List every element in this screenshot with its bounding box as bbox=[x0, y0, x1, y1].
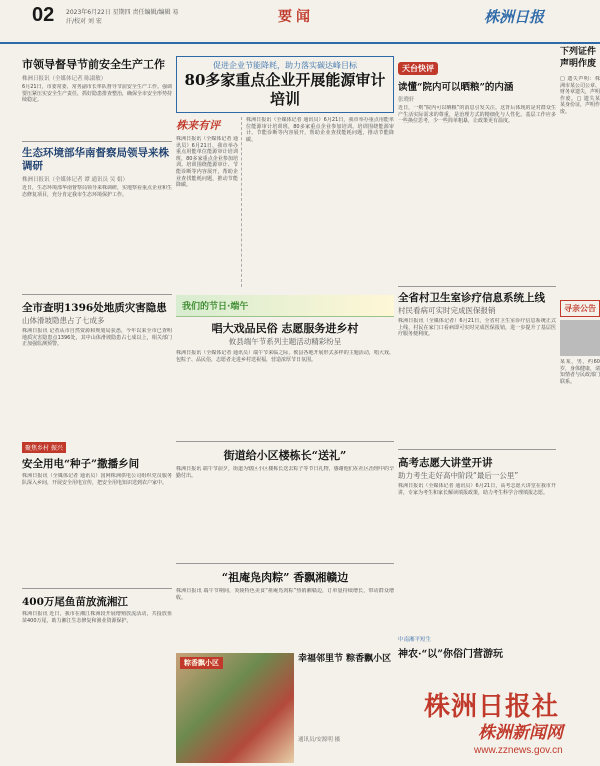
article-title: 高考志愿大讲堂开讲 bbox=[398, 457, 493, 469]
article-building-leaders[interactable] bbox=[176, 447, 394, 558]
column-tag: 聚焦乡村 振兴 bbox=[22, 442, 66, 453]
news-photo[interactable] bbox=[176, 653, 294, 763]
page-number: 02 bbox=[32, 4, 55, 26]
article-body: 6月21日，市委常委、常务副市长率队督导节前安全生产工作。强调要压紧压实安全生产责任，抓好隐患排查整治，确保全市安全形势持续稳定。 bbox=[22, 84, 172, 104]
editorial-logo: 株来有评 bbox=[176, 119, 220, 132]
article-title: 400万尾鱼苗放流湘江 bbox=[22, 596, 128, 608]
article-title: 街道给小区楼栋长“送礼” bbox=[223, 449, 347, 462]
masthead-logo: 株洲日报 bbox=[484, 8, 545, 26]
missing-person-photo bbox=[560, 320, 600, 356]
article-body: 株洲日报讯（全媒体记者 通讯员）端午节来临之际，攸县各地开展形式多样的主题活动，唱大戏、包粽子、品民俗，志愿者走进乡村送祝福，营造浓厚节日氛围。 bbox=[176, 350, 394, 363]
divider bbox=[22, 588, 172, 589]
article-author: 张晓轩 bbox=[398, 97, 415, 103]
article-subtitle: 助力考生走好高中阶段“最后一公里” bbox=[398, 471, 519, 480]
commentary-logo: 天台快评 bbox=[398, 62, 438, 75]
article-title: 全市查明1396处地质灾害隐患 bbox=[22, 302, 167, 314]
article-title: 读懂“院内可以晒粮”的内涵 bbox=[398, 82, 514, 93]
article-gaokao[interactable] bbox=[398, 455, 556, 633]
missing-person-notice-body: 某某，男，约60岁，身体健康，请知情者与民政部门联系。 bbox=[560, 359, 600, 385]
article-body: 株洲日报讯（全媒体记者 通讯员）6月21日，我市举办重点用能单位能源审计培训班，80多家重点企业参加培训。培训围绕能源审计、节能诊断等内容展开，帮助企业查找能耗问题，推动节能降碳。 bbox=[246, 117, 394, 143]
article-body: 株洲日报讯（全媒体记者 通讯员）6月21日，高考志愿大讲堂在我市开讲，专家为考生和家长解读填报政策，助力考生科学合理填报志愿。 bbox=[398, 483, 556, 496]
article-body: 株洲日报讯（全媒体记者 通讯员）国网株洲供电公司组织党员服务队深入乡间，开展安全用电宣传，把安全用电知识送到农户家中。 bbox=[22, 473, 172, 486]
article-body: 株洲日报讯 记者从市自然资源和规划局获悉，今年以来全市已查明地质灾害隐患点1396处，其中山体滑坡隐患占七成以上，相关部门正加强监测预警。 bbox=[22, 328, 172, 348]
article-energy-audit[interactable] bbox=[176, 56, 394, 113]
notices-column bbox=[560, 76, 600, 419]
article-body: 株洲日报讯 近日，我市在湘江株洲段开展增殖放流活动，共投放鱼苗400万尾，助力湘江生态修复和渔业资源保护。 bbox=[22, 611, 172, 624]
notice-column-title: 下列证件声明作废 bbox=[560, 47, 597, 69]
page-header bbox=[0, 0, 600, 44]
watermark-site-name: 株洲新闻网 bbox=[478, 723, 563, 743]
article-clinic-system[interactable] bbox=[398, 292, 556, 444]
article-title: 市领导督导节前安全生产工作 bbox=[22, 58, 165, 71]
article-kicker: 促进企业节能降耗，助力落实碳达峰目标 bbox=[213, 61, 357, 70]
festival-banner: 我们的节日·端午 bbox=[176, 295, 394, 317]
article-title: 安全用电“种子”撒播乡间 bbox=[22, 458, 140, 470]
article-ecology[interactable] bbox=[22, 147, 172, 289]
article-body: 近日，一则“院内可以晒粮”的消息引发关注。这背后体现的是对群众生产生活实际需求的尊重，是治理方式的精细化与人性化。基层工作应多一些换位思考，少一些简单粗暴，让政策更有温度。 bbox=[398, 105, 556, 125]
article-body: 株洲日报讯（全媒体记者）6月21日，全省村卫生室诊疗信息系统正式上线，村民在家门口看病即可实时完成医保报销，进一步提升了基层医疗服务便利度。 bbox=[398, 318, 556, 338]
right-column bbox=[398, 56, 556, 660]
article-title: 全省村卫生室诊疗信息系统上线 bbox=[398, 292, 545, 304]
missing-person-notice-title: 寻亲公告 bbox=[560, 300, 600, 317]
article-byline: 株洲日报讯（全媒体记者 谭 通讯员 吴 娟） bbox=[22, 177, 128, 183]
article-body: 近日，生态环境部华南督察局领导来株调研，实地察看重点企业和生态修复项目，充分肯定我市生态环境保护工作。 bbox=[22, 185, 172, 198]
lost-notices: □ 遗失声明：株洲市某公司公章、财务章遗失，声明作废。□ 遗失某某身份证，声明作废。 bbox=[560, 76, 600, 115]
section-name: 要闻 bbox=[278, 9, 314, 25]
article-electricity[interactable] bbox=[22, 456, 172, 583]
article-title: 唱大戏品民俗 志愿服务进乡村 bbox=[211, 322, 359, 335]
article-subtitle: 攸县端午节系列主题活动精彩纷呈 bbox=[228, 337, 342, 346]
article-title: “祖庵凫肉粽” 香飘湘赣边 bbox=[221, 571, 349, 584]
commentary[interactable] bbox=[398, 56, 556, 281]
dateline: 2023年6月22日 星期四 责任编辑/编辑 易汗/校对 刘 宏 bbox=[66, 9, 179, 25]
article-subtitle: 山体滑坡隐患占了七成多 bbox=[22, 316, 105, 325]
left-column bbox=[22, 56, 172, 699]
article-safety[interactable] bbox=[22, 56, 172, 136]
article-title: 生态环境部华南督察局领导来株调研 bbox=[22, 147, 169, 172]
article-opera[interactable] bbox=[176, 320, 394, 436]
editorial-body: 株洲日报讯（全媒体记者 通讯员）6月21日，我市举办重点用能单位能源审计培训班，80多家重点企业参加培训。培训围绕能源审计、节能诊断等内容展开，帮助企业查找能耗问题，推动节能降碳。 bbox=[176, 136, 238, 189]
article-body: 株洲日报讯 端午节期间，炎陵特色美食“祖庵凫肉粽”热销湘赣边，订单量持续增长，带动群众增收。 bbox=[176, 588, 394, 601]
divider bbox=[22, 141, 172, 142]
article-geohazard[interactable] bbox=[22, 300, 172, 432]
article-fish-release[interactable] bbox=[22, 594, 172, 699]
article-title: 80多家重点企业开展能源审计培训 bbox=[184, 71, 386, 108]
article-byline: 株洲日报讯（全媒体记者 陈淑敏） bbox=[22, 76, 107, 82]
watermark-url: www.zznews.gov.cn bbox=[474, 745, 563, 756]
article-travel[interactable] bbox=[398, 635, 556, 660]
article-body: 株洲日报讯 端午节前夕，街道为辖区小区楼栋长送去粽子等节日礼物，感谢他们在社区治理中的辛勤付出。 bbox=[176, 466, 394, 479]
photo-caption: 通讯员/安源明 摄 bbox=[298, 737, 341, 743]
article-zongzi[interactable] bbox=[176, 569, 394, 650]
article-neighborhood[interactable] bbox=[176, 653, 394, 763]
divider bbox=[398, 286, 556, 287]
middle-column bbox=[176, 56, 394, 763]
column-tag: 中南湘平短生 bbox=[398, 637, 432, 643]
divider bbox=[176, 563, 394, 564]
article-subtitle: 村民看病可实时完成医保报销 bbox=[398, 306, 496, 315]
watermark-newspaper: 株洲日报社 bbox=[424, 692, 560, 722]
divider bbox=[22, 294, 172, 295]
photo-banner-text: 粽香飘小区 bbox=[180, 657, 223, 669]
article-title: 幸福邻里节 粽香飘小区 bbox=[298, 654, 392, 664]
divider bbox=[398, 449, 556, 450]
divider bbox=[176, 441, 394, 442]
article-title: 神农·“以”你俗门营游玩 bbox=[398, 649, 503, 660]
